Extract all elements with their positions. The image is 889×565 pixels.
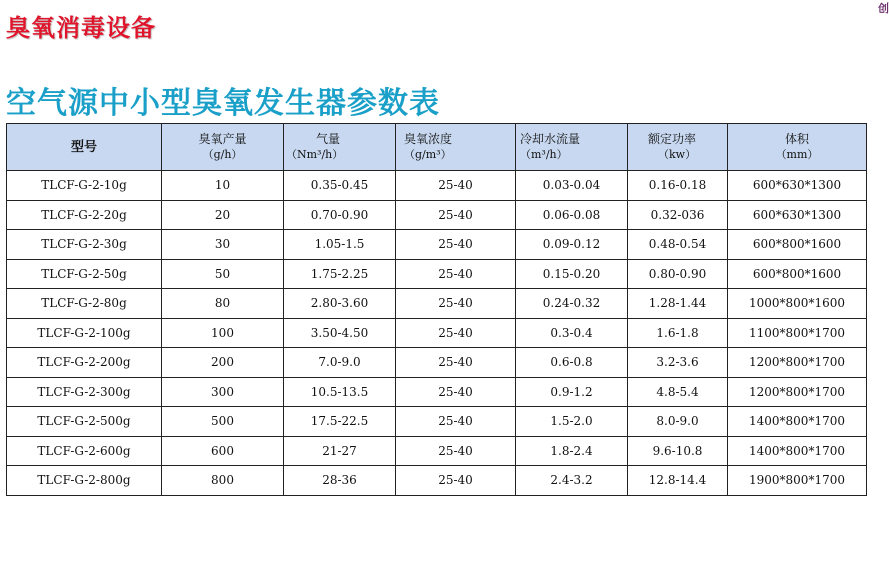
cell-volume: 1200*800*1700: [728, 348, 867, 378]
table-row: [7, 289, 867, 319]
table-header-row: [7, 124, 867, 171]
corner-fragment: 创: [878, 2, 889, 15]
cell-rated-power: 8.0-9.0: [628, 407, 728, 437]
cell-cooling-water-flow: 0.15-0.20: [516, 259, 628, 289]
cell-ozone-concentration: 25-40: [396, 230, 516, 260]
table-row: [7, 436, 867, 466]
cell-cooling-water-flow: 1.8-2.4: [516, 436, 628, 466]
header-ozone-concentration: 臭氧浓度 （g/m³）: [396, 124, 516, 171]
cell-ozone-concentration: 25-40: [396, 259, 516, 289]
cell-model: TLCF-G-2-200g: [7, 348, 162, 378]
cell-model: TLCF-G-2-50g: [7, 259, 162, 289]
cell-cooling-water-flow: 0.06-0.08: [516, 200, 628, 230]
cell-ozone-concentration: 25-40: [396, 200, 516, 230]
cell-cooling-water-flow: 0.03-0.04: [516, 171, 628, 201]
cell-volume: 1000*800*1600: [728, 289, 867, 319]
cell-ozone-concentration: 25-40: [396, 466, 516, 496]
cell-gas-flow: 0.70-0.90: [284, 200, 396, 230]
cell-volume: 1200*800*1700: [728, 377, 867, 407]
cell-gas-flow: 17.5-22.5: [284, 407, 396, 437]
cell-rated-power: 12.8-14.4: [628, 466, 728, 496]
header-model: 型号: [7, 124, 162, 171]
cell-gas-flow: 10.5-13.5: [284, 377, 396, 407]
table-row: [7, 230, 867, 260]
cell-ozone-output: 600: [162, 436, 284, 466]
cell-gas-flow: 3.50-4.50: [284, 318, 396, 348]
cell-ozone-concentration: 25-40: [396, 377, 516, 407]
table-row: [7, 200, 867, 230]
header-ozone-output: 臭氧产量 （g/h）: [162, 124, 284, 171]
table-row: [7, 348, 867, 378]
cell-cooling-water-flow: 1.5-2.0: [516, 407, 628, 437]
cell-cooling-water-flow: 0.6-0.8: [516, 348, 628, 378]
cell-rated-power: 9.6-10.8: [628, 436, 728, 466]
cell-model: TLCF-G-2-100g: [7, 318, 162, 348]
cell-cooling-water-flow: 0.24-0.32: [516, 289, 628, 319]
cell-gas-flow: 1.75-2.25: [284, 259, 396, 289]
cell-cooling-water-flow: 2.4-3.2: [516, 466, 628, 496]
cell-volume: 600*800*1600: [728, 230, 867, 260]
cell-volume: 1100*800*1700: [728, 318, 867, 348]
cell-model: TLCF-G-2-10g: [7, 171, 162, 201]
cell-ozone-output: 300: [162, 377, 284, 407]
table-row: [7, 377, 867, 407]
cell-rated-power: 3.2-3.6: [628, 348, 728, 378]
cell-ozone-output: 100: [162, 318, 284, 348]
cell-gas-flow: 2.80-3.60: [284, 289, 396, 319]
cell-rated-power: 0.48-0.54: [628, 230, 728, 260]
cell-rated-power: 0.16-0.18: [628, 171, 728, 201]
cell-gas-flow: 28-36: [284, 466, 396, 496]
parameter-table: [6, 123, 867, 496]
cell-model: TLCF-G-2-500g: [7, 407, 162, 437]
cell-ozone-concentration: 25-40: [396, 289, 516, 319]
cell-model: TLCF-G-2-80g: [7, 289, 162, 319]
cell-ozone-output: 30: [162, 230, 284, 260]
cell-ozone-concentration: 25-40: [396, 436, 516, 466]
cell-rated-power: 1.28-1.44: [628, 289, 728, 319]
cell-ozone-output: 800: [162, 466, 284, 496]
cell-rated-power: 1.6-1.8: [628, 318, 728, 348]
cell-cooling-water-flow: 0.9-1.2: [516, 377, 628, 407]
page-title: 空气源中小型臭氧发生器参数表: [6, 86, 440, 121]
cell-ozone-output: 10: [162, 171, 284, 201]
cell-ozone-concentration: 25-40: [396, 171, 516, 201]
header-gas-flow: 气量 （Nm³/h）: [284, 124, 396, 171]
cell-gas-flow: 0.35-0.45: [284, 171, 396, 201]
cell-model: TLCF-G-2-30g: [7, 230, 162, 260]
cell-gas-flow: 21-27: [284, 436, 396, 466]
table-row: [7, 407, 867, 437]
cell-model: TLCF-G-2-300g: [7, 377, 162, 407]
cell-gas-flow: 1.05-1.5: [284, 230, 396, 260]
cell-cooling-water-flow: 0.09-0.12: [516, 230, 628, 260]
cell-ozone-output: 200: [162, 348, 284, 378]
cell-cooling-water-flow: 0.3-0.4: [516, 318, 628, 348]
table-row: [7, 318, 867, 348]
cell-volume: 1400*800*1700: [728, 407, 867, 437]
cell-volume: 1400*800*1700: [728, 436, 867, 466]
table-row: [7, 259, 867, 289]
cell-ozone-concentration: 25-40: [396, 407, 516, 437]
cell-rated-power: 4.8-5.4: [628, 377, 728, 407]
cell-rated-power: 0.80-0.90: [628, 259, 728, 289]
table-row: [7, 171, 867, 201]
cell-ozone-concentration: 25-40: [396, 318, 516, 348]
cell-model: TLCF-G-2-800g: [7, 466, 162, 496]
cell-model: TLCF-G-2-600g: [7, 436, 162, 466]
cell-ozone-output: 500: [162, 407, 284, 437]
header-volume: 体积 （mm）: [728, 124, 867, 171]
cell-ozone-concentration: 25-40: [396, 348, 516, 378]
cell-volume: 600*630*1300: [728, 171, 867, 201]
cell-ozone-output: 50: [162, 259, 284, 289]
cell-volume: 600*800*1600: [728, 259, 867, 289]
header-cooling-water-flow: 冷却水流量 （m³/h）: [516, 124, 628, 171]
cell-volume: 1900*800*1700: [728, 466, 867, 496]
cell-volume: 600*630*1300: [728, 200, 867, 230]
cell-ozone-output: 20: [162, 200, 284, 230]
brand-heading: 臭氧消毒设备: [6, 14, 156, 42]
cell-rated-power: 0.32-036: [628, 200, 728, 230]
table-row: [7, 466, 867, 496]
header-rated-power: 额定功率 （kw）: [628, 124, 728, 171]
cell-model: TLCF-G-2-20g: [7, 200, 162, 230]
cell-gas-flow: 7.0-9.0: [284, 348, 396, 378]
cell-ozone-output: 80: [162, 289, 284, 319]
